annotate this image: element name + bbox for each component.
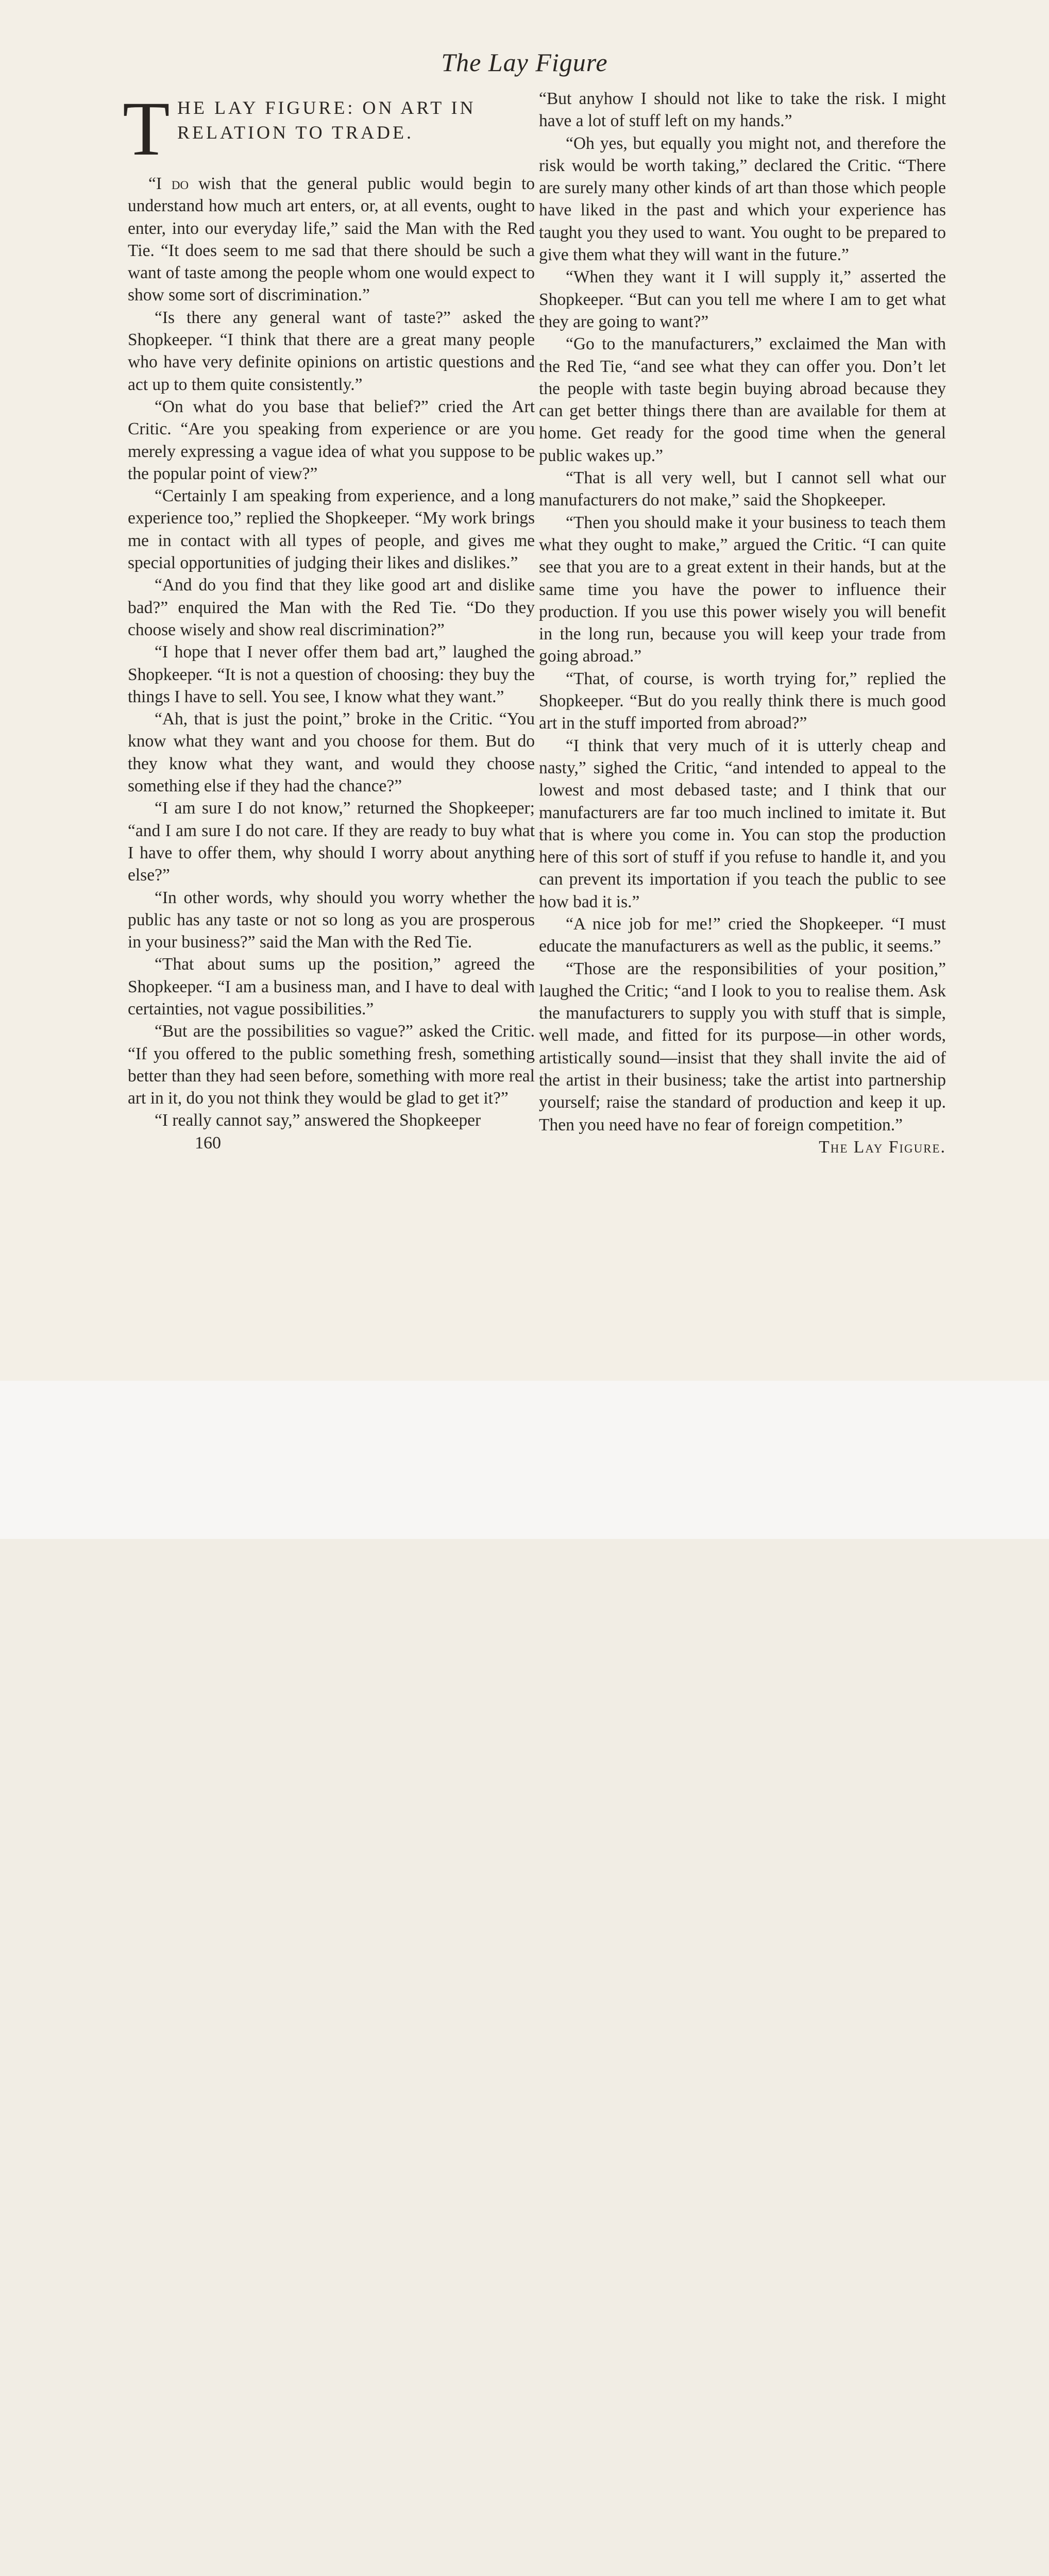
article-title (123, 86, 535, 172)
right-paragraph: “When they want it I will supply it,” asserted the Shopkeeper. “But can you tell me where I am to get what they are going to want?” (539, 267, 946, 331)
digitization-footer (0, 1381, 1049, 1539)
left-paragraph: “That about sums up the position,” agreed the Shopkeeper. “I am a business man, and I have to deal with certainties, not vague possibilities.” (128, 955, 535, 1019)
left-paragraph: “But are the possibilities so vague?” asked the Critic. “If you offered to the public something fresh, something better than they had seen before, something with more real art in it, do you not think they would be glad to get it?” (128, 1022, 535, 1108)
left-paragraph: “And do you find that they like good art and dislike bad?” enquired the Man with the Red Tie. “Do they choose wisely and show real discrimination?” (128, 575, 535, 639)
left-paragraph: “In other words, why should you worry whether the public has any taste or not so long as you are prosperous in your business?” said the Man with the Red Tie. (128, 888, 535, 952)
left-paragraph: “I really cannot say,” answered the Shopkeeper (155, 1111, 481, 1130)
opening-text: wish that the general public would begin to understand how much art enters, or, at all events, ought to enter, into our everyday life,” said the Man with the Red Tie. “It does seem to me sad that there should be such a want of taste among the people whom one would expect to show some sort of discrimination.” (128, 174, 535, 305)
right-paragraph: “A nice job for me!” cried the Shopkeeper. “I must educate the manufacturers as well as the public, it seems.” (539, 914, 946, 956)
left-paragraph: “Is there any general want of taste?” asked the Shopkeeper. “I think that there are a great many people who have very definite opinions on artistic questions and act up to them quite consistently.” (128, 308, 535, 394)
right-paragraph: “Go to the manufacturers,” exclaimed the Man with the Red Tie, “and see what they can offer you. Don’t let the people with taste begin buying abroad because they can get better things there than are available for them at home. Get ready for the good time when the general public wakes up.” (539, 334, 946, 465)
left-column (123, 86, 535, 1154)
right-paragraph: “That, of course, is worth trying for,” replied the Shopkeeper. “But do you really think there is much good art in the stuff imported from abroad?” (539, 669, 946, 733)
title-line-2: RELATION TO TRADE. (177, 122, 414, 143)
continued-paragraph: “But anyhow I should not like to take the risk. I might have a lot of stuff left on my hands.” (539, 89, 946, 131)
right-paragraph: “Then you should make it your business to teach them what they ought to make,” argued the Critic. “I can quite see that you are to a great extent in their hands, but at the same time you have the power to influence their production. If you use this power wisely you will benefit in the long run, because you will keep your trade from going abroad.” (539, 513, 946, 666)
left-paragraph: “Ah, that is just the point,” broke in the Critic. “You know what they want and you choose for them. But do they know what they want, and would they choose something else if they had the chance?” (128, 709, 535, 796)
left-paragraphs (128, 307, 535, 1132)
title-line-1: HE LAY FIGURE: ON ART IN (177, 97, 476, 118)
title-text (177, 95, 538, 145)
signature: The Lay Figure. (819, 1137, 946, 1157)
right-column (539, 88, 946, 1158)
left-paragraph: “Certainly I am speaking from experience, and a long experience too,” replied the Shopkeeper. “My work brings me in contact with all types of people, and gives me special opportunities of judging their likes and dislikes.” (128, 486, 535, 573)
drop-cap: T (123, 86, 170, 172)
running-head: The Lay Figure (441, 48, 608, 77)
right-paragraph: “That is all very well, but I cannot sell what our manufacturers do not make,” said the Shopkeeper. (539, 468, 946, 510)
right-paragraph: “Oh yes, but equally you might not, and therefore the risk would be worth taking,” declared the Critic. “There are surely many other kinds of art than those which people have liked in the past and which your experience has taught you they used to want. You ought to be prepared to give them what they will want in the future.” (539, 133, 946, 265)
right-paragraphs (539, 132, 946, 1136)
left-paragraph: “I am sure I do not know,” returned the Shopkeeper; “and I am sure I do not care. If they are ready to buy what I have to offer them, why should I worry about anything else?” (128, 799, 535, 885)
right-paragraph: “I think that very much of it is utterly cheap and nasty,” sighed the Critic, “and intended to appeal to the lowest and most debased taste; and I think that our manufacturers are far too much inclined to imitate it. But that is where you come in. You can stop the production here of this sort of stuff if you refuse to handle it, and you can prevent its importation if you teach the public to see how bad it is.” (539, 736, 946, 911)
opening-smallcaps: I do (156, 174, 189, 193)
left-paragraph: “I hope that I never offer them bad art,” laughed the Shopkeeper. “It is not a question of choosing: they buy the things I have to sell. You see, I know what they want.” (128, 642, 535, 706)
page-number: 160 (195, 1133, 221, 1153)
right-paragraph: “Those are the responsibilities of your position,” laughed the Critic; “and I look to you to realise them. Ask the manufacturers to supply you with stuff that is simple, well made, and fitted for its purpose—in other words, artistically sound—insist that they shall invite the aid of the artist in their business; take the artist into partnership yourself; raise the standard of production and keep it up. Then you need have no fear of foreign competition.” (539, 959, 946, 1134)
left-paragraph: “On what do you base that belief?” cried the Art Critic. “Are you speaking from experience or are you merely expressing a vague idea of what you suppose to be the popular point of view?” (128, 397, 535, 483)
opening-paragraph: “I do wish that the general public would begin to understand how much art enters, or, at all events, ought to enter, into our everyday life,” said the Man with the Red Tie. “It does seem to me sad that there should be such a want of taste among the people whom one would expect to show some sort of discrimination.” (128, 174, 535, 305)
